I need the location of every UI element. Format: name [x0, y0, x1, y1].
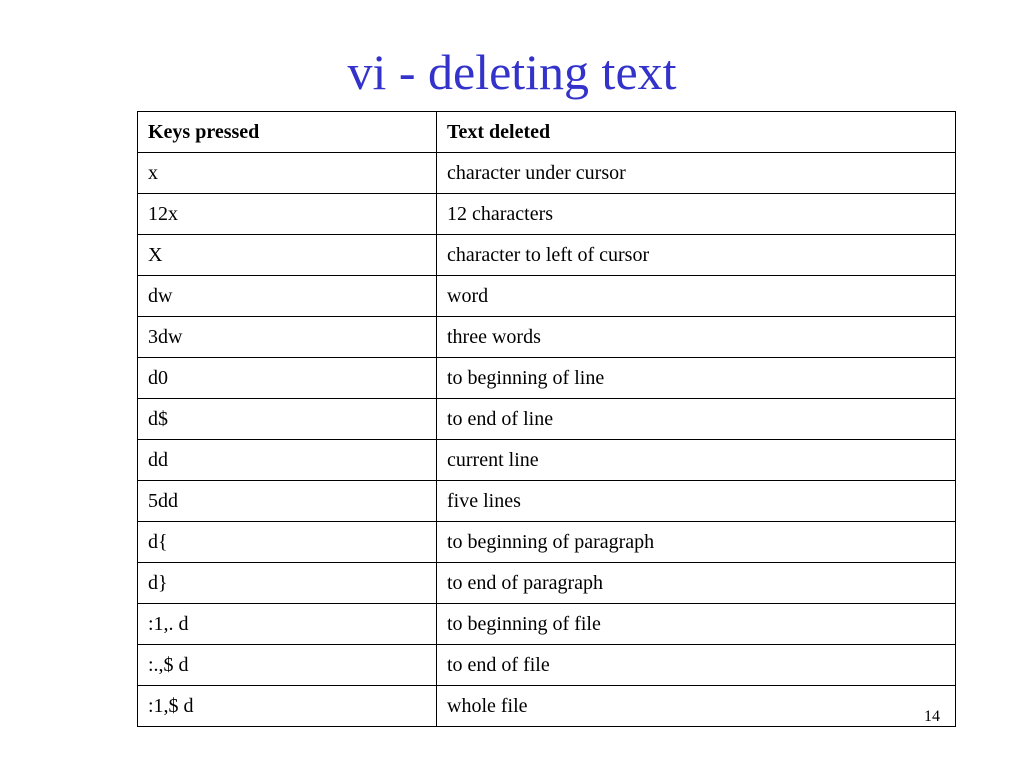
- table-row: [138, 358, 956, 399]
- cell-keys-pressed: d0: [138, 358, 437, 399]
- cell-text-deleted: to beginning of file: [437, 604, 956, 645]
- cell-text-deleted: to beginning of line: [437, 358, 956, 399]
- table-row: [138, 440, 956, 481]
- table-row: [138, 153, 956, 194]
- cell-text-deleted: current line: [437, 440, 956, 481]
- table-row: [138, 194, 956, 235]
- cell-keys-pressed: :1,. d: [138, 604, 437, 645]
- cell-keys-pressed: 3dw: [138, 317, 437, 358]
- cell-text-deleted: word: [437, 276, 956, 317]
- table-row: [138, 235, 956, 276]
- cell-keys-pressed: dw: [138, 276, 437, 317]
- cell-text-deleted: to end of paragraph: [437, 563, 956, 604]
- table-row: [138, 563, 956, 604]
- cell-keys-pressed: x: [138, 153, 437, 194]
- cell-text-deleted: to end of file: [437, 645, 956, 686]
- cell-text-deleted: three words: [437, 317, 956, 358]
- header-text-deleted: Text deleted: [437, 112, 956, 153]
- slide-number: 14: [924, 708, 940, 725]
- table-header-row: [138, 112, 956, 153]
- header-keys-pressed: Keys pressed: [138, 112, 437, 153]
- table-row: [138, 481, 956, 522]
- cell-keys-pressed: 12x: [138, 194, 437, 235]
- cell-keys-pressed: :.,$ d: [138, 645, 437, 686]
- cell-keys-pressed: 5dd: [138, 481, 437, 522]
- slide-title: vi - deleting text: [347, 44, 677, 100]
- table-row: [138, 317, 956, 358]
- delete-commands-table: [137, 111, 956, 727]
- cell-text-deleted: five lines: [437, 481, 956, 522]
- cell-text-deleted: character under cursor: [437, 153, 956, 194]
- cell-keys-pressed: X: [138, 235, 437, 276]
- cell-keys-pressed: d}: [138, 563, 437, 604]
- cell-keys-pressed: d{: [138, 522, 437, 563]
- table-row: [138, 522, 956, 563]
- table-row: [138, 399, 956, 440]
- cell-text-deleted: whole file: [437, 686, 956, 727]
- table-row: [138, 276, 956, 317]
- table-body: [138, 153, 956, 727]
- table-row: [138, 645, 956, 686]
- cell-keys-pressed: dd: [138, 440, 437, 481]
- table-row: [138, 604, 956, 645]
- cell-keys-pressed: :1,$ d: [138, 686, 437, 727]
- cell-text-deleted: to beginning of paragraph: [437, 522, 956, 563]
- table-container: [137, 111, 955, 727]
- cell-keys-pressed: d$: [138, 399, 437, 440]
- cell-text-deleted: character to left of cursor: [437, 235, 956, 276]
- cell-text-deleted: 12 characters: [437, 194, 956, 235]
- table-row: [138, 686, 956, 727]
- cell-text-deleted: to end of line: [437, 399, 956, 440]
